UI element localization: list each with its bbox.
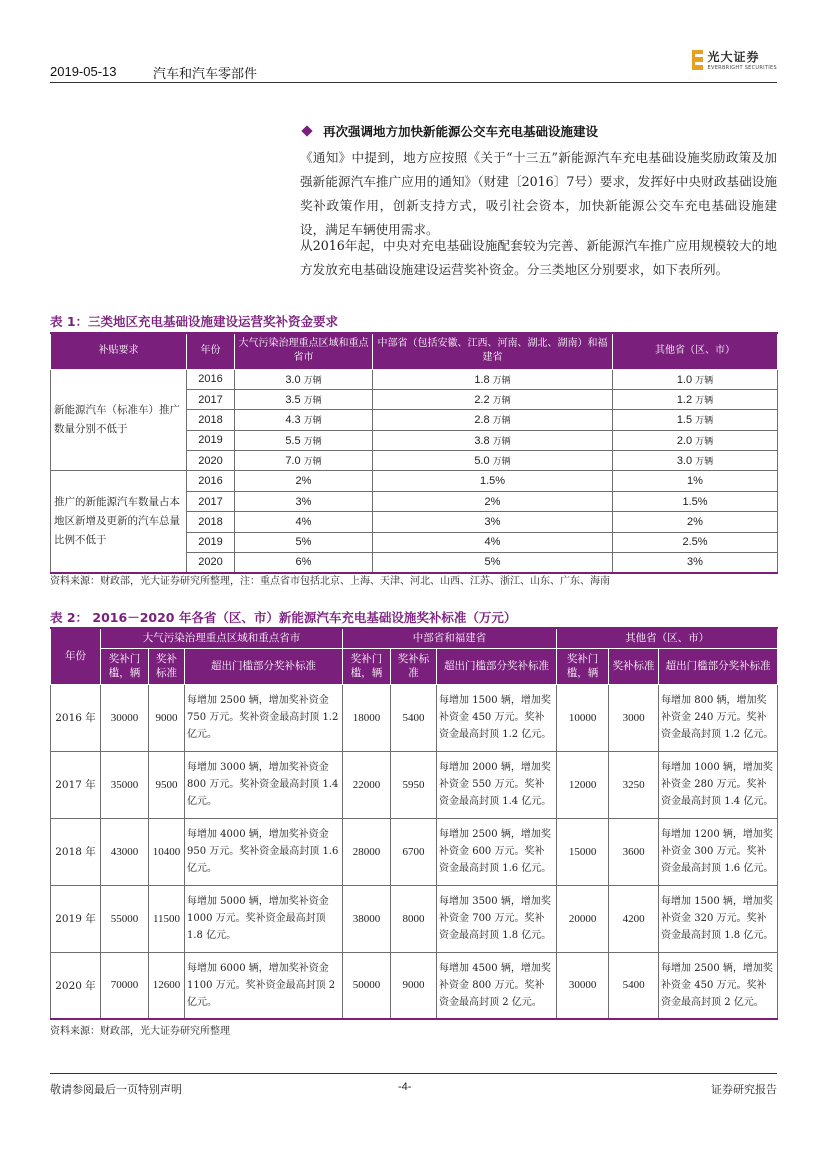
t1-value-cell: 3% — [373, 512, 613, 532]
industry-label: 汽车和汽车零部件 — [153, 67, 258, 82]
t2-threshold-cell: 28000 — [343, 818, 391, 885]
t2-excess-rule-cell: 每增加 2000 辆，增加奖补资金 550 万元。奖补资金最高封顶 1.4 亿元。 — [437, 751, 557, 818]
logo-icon — [692, 50, 703, 70]
t2-threshold-cell: 22000 — [343, 751, 391, 818]
t2-group-header: 中部省和福建省 — [343, 628, 557, 648]
paragraph-1: 《通知》中提到，地方应按照《关于“十三五”新能源汽车充电基础设施奖励政策及加强新能源汽车推广应用的通知》（财建〔2016〕7号）要求，发挥好中央财政基础设施奖补政策作用，创新支持方式，吸引社会资本，加快新能源公交车充电基础设施建设，满足车辆使用需求。 — [300, 150, 777, 237]
t2-header-year: 年份 — [51, 628, 101, 684]
t2-threshold-cell: 10000 — [557, 684, 609, 751]
t2-year-cell: 2019 年 — [51, 885, 101, 952]
t1-value-cell: 1.2 万辆 — [613, 389, 778, 409]
section-title: 再次强调地方加快新能源公交车充电基础设施建设 — [303, 122, 598, 140]
disclaimer-note: 敬请参阅最后一页特别声明 — [50, 1083, 182, 1096]
t2-excess-rule-cell: 每增加 1500 辆，增加奖补资金 320 万元。奖补资金最高封顶 1.8 亿元。 — [659, 885, 778, 952]
t1-value-cell: 1.5 万辆 — [613, 410, 778, 430]
t2-sub-header: 奖补标准 — [391, 648, 437, 684]
t1-value-cell: 3.0 万辆 — [613, 451, 778, 471]
t2-excess-rule-cell: 每增加 4000 辆，增加奖补资金 950 万元。奖补资金最高封顶 1.6 亿元。 — [185, 818, 343, 885]
t2-sub-header: 超出门槛部分奖补标准 — [437, 648, 557, 684]
t2-threshold-cell: 18000 — [343, 684, 391, 751]
t2-threshold-cell: 55000 — [101, 885, 149, 952]
t1-value-cell: 2% — [373, 491, 613, 511]
t2-subsidy-cell: 8000 — [391, 885, 437, 952]
t1-value-cell: 4.3 万辆 — [235, 410, 373, 430]
t2-subsidy-cell: 9000 — [149, 684, 185, 751]
t2-threshold-cell: 30000 — [101, 684, 149, 751]
t1-year-cell: 2020 — [187, 553, 235, 573]
t2-sub-header: 超出门槛部分奖补标准 — [659, 648, 778, 684]
table-row — [51, 952, 778, 1019]
t1-value-cell: 3.8 万辆 — [373, 430, 613, 450]
t2-excess-rule-cell: 每增加 1000 辆，增加奖补资金 280 万元。奖补资金最高封顶 1.4 亿元。 — [659, 751, 778, 818]
logo-cn-text: 光大证券 — [707, 50, 760, 64]
t1-value-cell: 1.8 万辆 — [373, 369, 613, 389]
t2-subsidy-cell: 6700 — [391, 818, 437, 885]
table1 — [50, 332, 778, 574]
t1-value-cell: 5.0 万辆 — [373, 451, 613, 471]
t2-sub-header: 奖补标准 — [149, 648, 185, 684]
t2-excess-rule-cell: 每增加 1200 辆，增加奖补资金 300 万元。奖补资金最高封顶 1.6 亿元。 — [659, 818, 778, 885]
t1-value-cell: 4% — [373, 532, 613, 552]
t2-threshold-cell: 43000 — [101, 818, 149, 885]
t1-header: 其他省（区、市） — [613, 333, 778, 369]
t1-year-cell: 2016 — [187, 471, 235, 491]
t2-subsidy-cell: 9500 — [149, 751, 185, 818]
t1-value-cell: 4% — [235, 512, 373, 532]
t1-value-cell: 2.0 万辆 — [613, 430, 778, 450]
t1-value-cell: 1.5% — [613, 491, 778, 511]
t2-excess-rule-cell: 每增加 3500 辆，增加奖补资金 700 万元。奖补资金最高封顶 1.8 亿元。 — [437, 885, 557, 952]
t2-sub-header: 奖补门槛，辆 — [557, 648, 609, 684]
t1-year-cell: 2017 — [187, 389, 235, 409]
t2-subsidy-cell: 5950 — [391, 751, 437, 818]
t2-subsidy-cell: 3000 — [609, 684, 659, 751]
t1-value-cell: 2% — [235, 471, 373, 491]
t1-header: 年份 — [187, 333, 235, 369]
table2-source: 资料来源：财政部，光大证券研究所整理 — [50, 1026, 230, 1037]
t2-excess-rule-cell: 每增加 2500 辆，增加奖补资金 450 万元。奖补资金最高封顶 2 亿元。 — [659, 952, 778, 1019]
t1-category-label: 推广的新能源汽车数量占本地区新增及更新的汽车总量比例不低于 — [51, 471, 187, 573]
t2-group-header: 其他省（区、市） — [557, 628, 778, 648]
t2-excess-rule-cell: 每增加 2500 辆，增加奖补资金 600 万元。奖补资金最高封顶 1.6 亿元。 — [437, 818, 557, 885]
table1-source: 资料来源：财政部，光大证券研究所整理，注：重点省市包括北京、上海、天津、河北、山西、江苏、浙江、山东、广东、海南 — [50, 576, 610, 587]
t1-year-cell: 2016 — [187, 369, 235, 389]
t2-excess-rule-cell: 每增加 5000 辆，增加奖补资金 1000 万元。奖补资金最高封顶 1.8 亿元。 — [185, 885, 343, 952]
t1-year-cell: 2017 — [187, 491, 235, 511]
t2-subsidy-cell: 9000 — [391, 952, 437, 1019]
t2-threshold-cell: 30000 — [557, 952, 609, 1019]
t2-subsidy-cell: 4200 — [609, 885, 659, 952]
t1-value-cell: 5% — [373, 553, 613, 573]
t2-excess-rule-cell: 每增加 2500 辆，增加奖补资金 750 万元。奖补资金最高封顶 1.2 亿元。 — [185, 684, 343, 751]
t2-subsidy-cell: 10400 — [149, 818, 185, 885]
t1-value-cell: 2.8 万辆 — [373, 410, 613, 430]
t1-value-cell: 1% — [613, 471, 778, 491]
table-row — [51, 684, 778, 751]
t2-sub-header: 奖补门槛，辆 — [101, 648, 149, 684]
t1-value-cell: 1.0 万辆 — [613, 369, 778, 389]
t2-threshold-cell: 35000 — [101, 751, 149, 818]
t1-value-cell: 3% — [613, 553, 778, 573]
page-number: -4- — [398, 1081, 412, 1093]
paragraph-2: 从2016年起，中央对充电基础设施配套较为完善、新能源汽车推广应用规模较大的地方发放充电基础设施建设运营奖补资金。分三类地区分别要求，如下表所列。 — [300, 238, 777, 277]
t1-value-cell: 5.5 万辆 — [235, 430, 373, 450]
t2-group-header: 大气污染治理重点区域和重点省市 — [101, 628, 343, 648]
t1-category-label: 新能源汽车（标准车）推广数量分别不低于 — [51, 369, 187, 471]
page-header — [50, 50, 777, 83]
t1-value-cell: 2.2 万辆 — [373, 389, 613, 409]
table2 — [50, 627, 778, 1020]
t1-header: 大气污染治理重点区域和重点省市 — [235, 333, 373, 369]
t1-year-cell: 2020 — [187, 451, 235, 471]
t2-year-cell: 2017 年 — [51, 751, 101, 818]
t2-year-cell: 2016 年 — [51, 684, 101, 751]
t2-excess-rule-cell: 每增加 6000 辆，增加奖补资金 1100 万元。奖补资金最高封顶 2 亿元。 — [185, 952, 343, 1019]
t2-subsidy-cell: 11500 — [149, 885, 185, 952]
company-logo — [692, 48, 777, 71]
t1-value-cell: 5% — [235, 532, 373, 552]
t2-threshold-cell: 50000 — [343, 952, 391, 1019]
t1-year-cell: 2019 — [187, 532, 235, 552]
t1-year-cell: 2018 — [187, 512, 235, 532]
t1-header: 中部省（包括安徽、江西、河南、湖北、湖南）和福建省 — [373, 333, 613, 369]
t2-excess-rule-cell: 每增加 800 辆，增加奖补资金 240 万元。奖补资金最高封顶 1.2 亿元。 — [659, 684, 778, 751]
t2-subsidy-cell: 12600 — [149, 952, 185, 1019]
t2-threshold-cell: 12000 — [557, 751, 609, 818]
t2-excess-rule-cell: 每增加 4500 辆，增加奖补资金 800 万元。奖补资金最高封顶 2 亿元。 — [437, 952, 557, 1019]
t1-value-cell: 2.5% — [613, 532, 778, 552]
t1-value-cell: 3.5 万辆 — [235, 389, 373, 409]
report-type: 证券研究报告 — [711, 1083, 777, 1096]
t2-threshold-cell: 70000 — [101, 952, 149, 1019]
table-row — [51, 885, 778, 952]
t2-threshold-cell: 15000 — [557, 818, 609, 885]
t2-subsidy-cell: 3600 — [609, 818, 659, 885]
t1-value-cell: 2% — [613, 512, 778, 532]
t2-subsidy-cell: 5400 — [609, 952, 659, 1019]
logo-en-text: EVERBRIGHT SECURITIES — [707, 65, 777, 71]
t1-value-cell: 3.0 万辆 — [235, 369, 373, 389]
t2-threshold-cell: 20000 — [557, 885, 609, 952]
t2-subsidy-cell: 3250 — [609, 751, 659, 818]
t1-year-cell: 2019 — [187, 430, 235, 450]
table-row — [51, 818, 778, 885]
table-row — [51, 751, 778, 818]
t2-year-cell: 2020 年 — [51, 952, 101, 1019]
t1-value-cell: 6% — [235, 553, 373, 573]
t2-sub-header: 超出门槛部分奖补标准 — [185, 648, 343, 684]
t2-excess-rule-cell: 每增加 1500 辆，增加奖补资金 450 万元。奖补资金最高封顶 1.2 亿元。 — [437, 684, 557, 751]
t1-header: 补贴要求 — [51, 333, 187, 369]
t2-excess-rule-cell: 每增加 3000 辆，增加奖补资金 800 万元。奖补资金最高封顶 1.4 亿元。 — [185, 751, 343, 818]
t1-value-cell: 3% — [235, 491, 373, 511]
t1-year-cell: 2018 — [187, 410, 235, 430]
t2-year-cell: 2018 年 — [51, 818, 101, 885]
diamond-bullet-icon — [301, 125, 312, 136]
t2-subsidy-cell: 5400 — [391, 684, 437, 751]
table-row — [51, 471, 778, 491]
report-date: 2019-05-13 — [50, 64, 117, 79]
table-row — [51, 369, 778, 389]
table2-caption: 表 2： 2016－2020 年各省（区、市）新能源汽车充电基础设施奖补标准（万元） — [50, 610, 517, 625]
t2-sub-header: 奖补门槛，辆 — [343, 648, 391, 684]
t2-sub-header: 奖补标准 — [609, 648, 659, 684]
page-footer — [50, 1073, 777, 1098]
t1-value-cell: 7.0 万辆 — [235, 451, 373, 471]
t1-value-cell: 1.5% — [373, 471, 613, 491]
table1-caption: 表 1：三类地区充电基础设施建设运营奖补资金要求 — [50, 314, 339, 329]
t2-threshold-cell: 38000 — [343, 885, 391, 952]
